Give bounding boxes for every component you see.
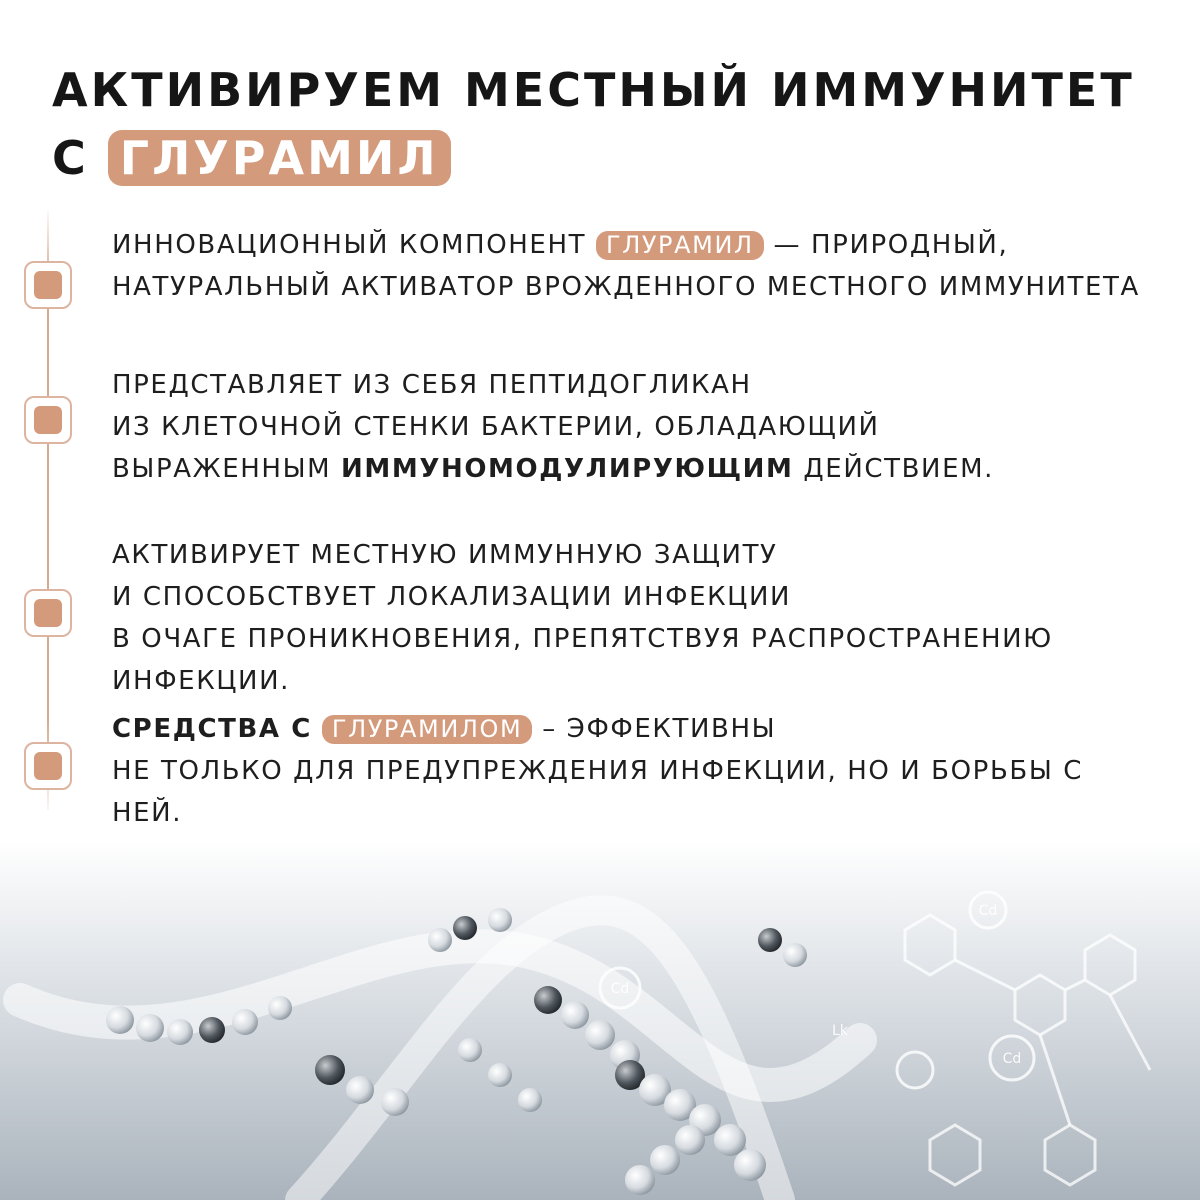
paragraph-effectiveness xyxy=(112,708,1172,834)
molecule-label: Lk xyxy=(832,1023,848,1039)
timeline-marker-4 xyxy=(24,742,72,790)
molecule-label: Cd xyxy=(978,903,998,919)
paragraph-4-line-1-after: – ЭФФЕКТИВНЫ xyxy=(542,714,777,744)
title-highlight-badge: ГЛУРАМИЛ xyxy=(108,130,451,186)
timeline-marker-1 xyxy=(24,261,72,309)
paragraph-1-prefix: ИННОВАЦИОННЫЙ КОМПОНЕНТ xyxy=(112,230,587,260)
title-line-2-prefix: С xyxy=(52,131,89,185)
paragraph-2-bold-term: ИММУНОМОДУЛИРУЮЩИМ xyxy=(341,454,794,484)
paragraph-component xyxy=(112,224,1172,308)
molecule-label: Cd xyxy=(610,981,630,997)
dna-background-image xyxy=(0,840,1200,1200)
paragraph-4-line-3: НЕЙ. xyxy=(112,798,183,828)
paragraph-3-line-4: ИНФЕКЦИИ. xyxy=(112,666,291,696)
glyramilom-badge: ГЛУРАМИЛОМ xyxy=(322,715,533,744)
timeline-marker-3 xyxy=(24,589,72,637)
paragraph-action xyxy=(112,534,1172,702)
paragraph-4-bold-prefix: СРЕДСТВА С xyxy=(112,714,312,744)
paragraph-3-line-3: В ОЧАГЕ ПРОНИКНОВЕНИЯ, ПРЕПЯТСТВУЯ РАСПРОСТРАНЕНИЮ xyxy=(112,624,1053,654)
title-line-1: АКТИВИРУЕМ МЕСТНЫЙ ИММУНИТЕТ xyxy=(52,63,1135,117)
glyramil-badge: ГЛУРАМИЛ xyxy=(596,231,764,260)
paragraph-composition xyxy=(112,364,1172,490)
paragraph-2-line-3-after: ДЕЙСТВИЕМ. xyxy=(803,454,995,484)
paragraph-1-text: — ПРИРОДНЫЙ, НАТУРАЛЬНЫЙ АКТИВАТОР ВРОЖДЕННОГО МЕСТНОГО ИММУНИТЕТА xyxy=(112,230,1140,302)
paragraph-2-line-1: ПРЕДСТАВЛЯЕТ ИЗ СЕБЯ ПЕПТИДОГЛИКАН xyxy=(112,370,752,400)
page-title xyxy=(52,56,1135,192)
paragraph-4-line-2: НЕ ТОЛЬКО ДЛЯ ПРЕДУПРЕЖДЕНИЯ ИНФЕКЦИИ, НО И БОРЬБЫ С xyxy=(112,756,1083,786)
paragraph-2-line-2: ИЗ КЛЕТОЧНОЙ СТЕНКИ БАКТЕРИИ, ОБЛАДАЮЩИЙ xyxy=(112,412,880,442)
paragraph-3-line-2: И СПОСОБСТВУЕТ ЛОКАЛИЗАЦИИ ИНФЕКЦИИ xyxy=(112,582,792,612)
timeline-marker-2 xyxy=(24,396,72,444)
paragraph-2-line-3-before: ВЫРАЖЕННЫМ xyxy=(112,454,332,484)
paragraph-3-line-1: АКТИВИРУЕТ МЕСТНУЮ ИММУННУЮ ЗАЩИТУ xyxy=(112,540,778,570)
molecule-label: Cd xyxy=(1002,1051,1022,1067)
